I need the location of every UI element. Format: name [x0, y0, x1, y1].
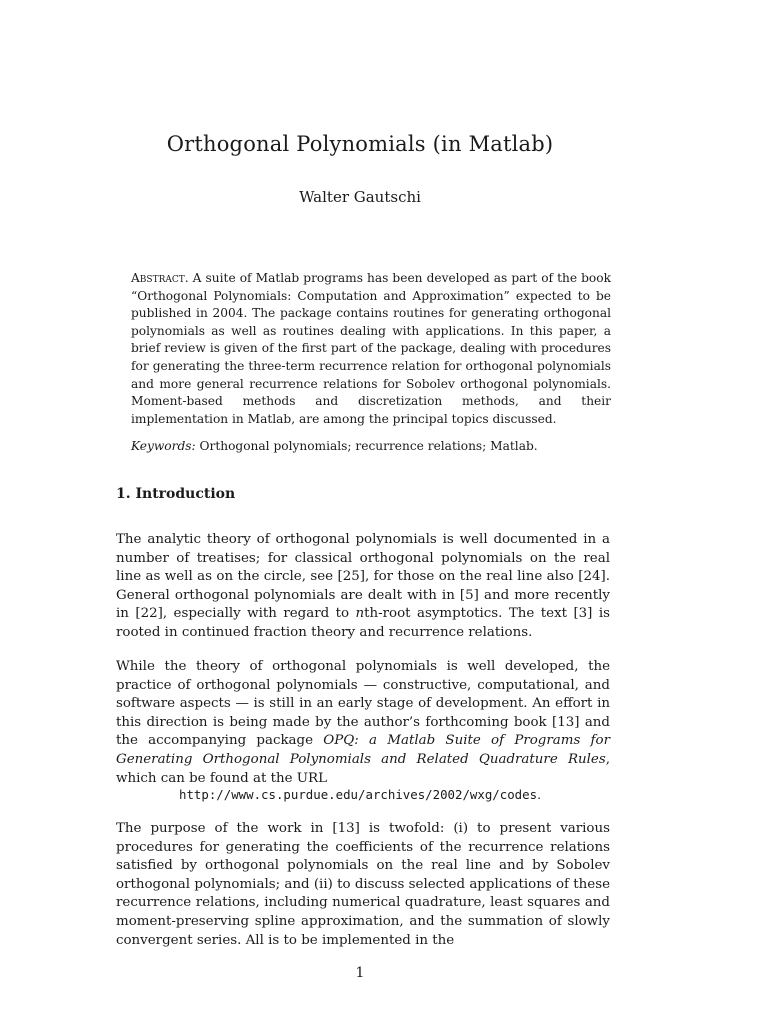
url-period: . [537, 787, 542, 802]
section-heading-introduction: 1. Introduction [116, 486, 236, 502]
para1-italic-n: n [355, 606, 365, 622]
page-number: 1 [355, 965, 365, 981]
para1-text-b: th-root asymptotics. The text [3] is rooted in continued fraction theory and recurrence relations. [116, 606, 610, 640]
paper-title: Orthogonal Polynomials (in Matlab) [166, 132, 554, 156]
abstract-paragraph [131, 270, 611, 428]
opq-package-title: OPQ: a Matlab Suite of Programs for Generating Orthogonal Polynomials and Related Quadrature Rules [116, 733, 610, 767]
abstract-text: A suite of Matlab programs has been developed as part of the book “Orthogonal Polynomials: Computation and Approximation” expected to be published in 2004. The package contains routines for generating orthogonal polynomials as well as routines dealing with applications. In this paper, a brief review is given of the first part of the package, dealing with procedures for generating the three-term recurrence relation for orthogonal polynomials and more general recurrence relations for Sobolev orthogonal polynomials. Moment-based methods and discretization methods, and their implementation in Matlab, are among the principal topics discussed. [131, 271, 611, 426]
para2-text-b: , which can be found at the URL [116, 751, 610, 786]
url-line [0, 787, 720, 802]
package-url-link[interactable]: http://www.cs.purdue.edu/archives/2002/wxg/codes [178, 787, 538, 802]
keywords-text: Orthogonal polynomials; recurrence relations; Matlab. [195, 439, 538, 453]
intro-paragraph-2 [116, 658, 610, 788]
intro-paragraph-3: The purpose of the work in [13] is twofold: (i) to present various procedures for generating the coefficients of the recurrence relations satisfied by orthogonal polynomials on the real line and by Sobolev orthogonal polynomials; and (ii) to discuss selected applications of these recurrence relations, including numerical quadrature, least squares and moment-preserving spline approximation, and the summation of slowly convergent series. All is to be implemented in the [116, 821, 610, 948]
keywords-label: Keywords: [131, 439, 196, 453]
intro-paragraph-1 [116, 531, 610, 643]
keywords-line [131, 438, 611, 456]
abstract-label: Abstract. [131, 271, 189, 285]
para2-text-a: While the theory of orthogonal polynomials is well developed, the practice of orthogonal polynomials — constructive, computational, and software aspects — is still in an early stage of development. An effort in this direction is being made by the author’s forthcoming book [13] and the accompanying package [116, 659, 610, 749]
para1-text-a: The analytic theory of orthogonal polynomials is well documented in a number of treatises; for classical orthogonal polynomials on the real line as well as on the circle, see [25], for those on the real line also [24]. General orthogonal polynomials are dealt with in [5] and more recently in [22], especially with regard to [116, 532, 610, 622]
author-name: Walter Gautschi [299, 188, 421, 206]
